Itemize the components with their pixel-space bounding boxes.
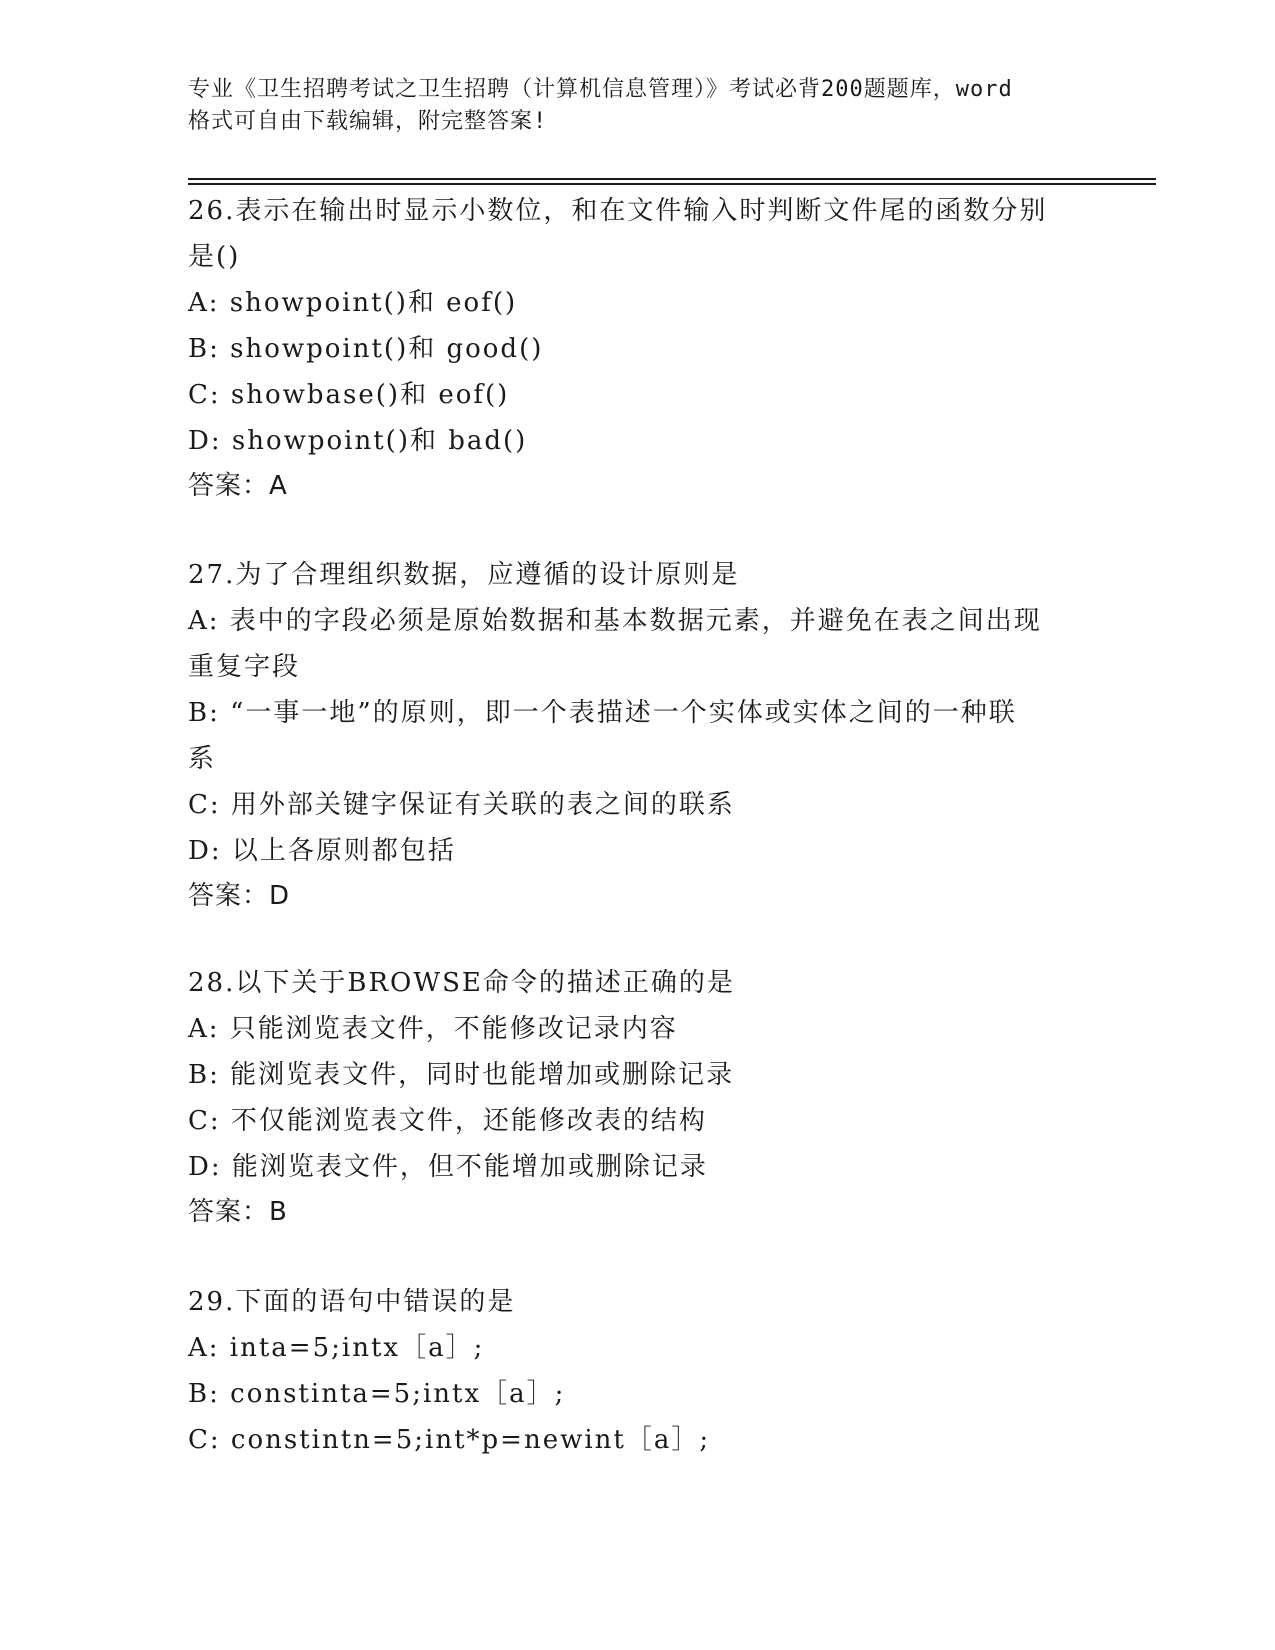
answer: 答案：D xyxy=(188,881,291,911)
question-stem: 26.表示在输出时显示小数位，和在文件输入时判断文件尾的函数分别 xyxy=(188,196,1048,226)
option-d: D: 以上各原则都包括 xyxy=(188,836,456,866)
question-27 xyxy=(188,552,1088,918)
question-stem: 27.为了合理组织数据，应遵循的设计原则是 xyxy=(188,560,740,590)
document-header xyxy=(188,74,1088,138)
question-29 xyxy=(188,1279,1088,1463)
option-c: C: showbase()和 eof() xyxy=(188,380,510,410)
header-divider-top xyxy=(188,178,1156,180)
question-stem-continued: 是() xyxy=(188,242,241,272)
option-a: A: 表中的字段必须是原始数据和基本数据元素，并避免在表之间出现 xyxy=(188,606,1042,636)
question-stem: 29.下面的语句中错误的是 xyxy=(188,1287,516,1317)
option-b: B: showpoint()和 good() xyxy=(188,334,544,364)
header-line-2: 格式可自由下载编辑，附完整答案! xyxy=(188,109,548,134)
header-divider-bottom xyxy=(188,183,1156,185)
option-a-continued: 重复字段 xyxy=(188,652,301,682)
header-line-1: 专业《卫生招聘考试之卫生招聘（计算机信息管理）》考试必背200题题库，word xyxy=(188,77,1013,102)
option-a: A: inta=5;intx［a］; xyxy=(188,1333,485,1363)
option-b-continued: 系 xyxy=(188,744,217,774)
question-28 xyxy=(188,960,1088,1234)
option-d: D: showpoint()和 bad() xyxy=(188,426,528,456)
answer: 答案：B xyxy=(188,1197,288,1227)
option-b: B: “一事一地”的原则，即一个表描述一个实体或实体之间的一种联 xyxy=(188,698,1017,728)
option-c: C: 用外部关键字保证有关联的表之间的联系 xyxy=(188,790,735,820)
option-b: B: 能浏览表文件，同时也能增加或删除记录 xyxy=(188,1060,735,1090)
option-b: B: constinta=5;intx［a］; xyxy=(188,1379,566,1409)
option-a: A: showpoint()和 eof() xyxy=(188,288,518,318)
question-stem: 28.以下关于BROWSE命令的描述正确的是 xyxy=(188,968,735,998)
option-d: D: 能浏览表文件，但不能增加或删除记录 xyxy=(188,1152,708,1182)
option-a: A: 只能浏览表文件，不能修改记录内容 xyxy=(188,1014,678,1044)
question-26 xyxy=(188,188,1088,508)
option-c: C: constintn=5;int*p=newint［a］; xyxy=(188,1425,711,1455)
option-c: C: 不仅能浏览表文件，还能修改表的结构 xyxy=(188,1106,707,1136)
answer: 答案：A xyxy=(188,471,288,501)
